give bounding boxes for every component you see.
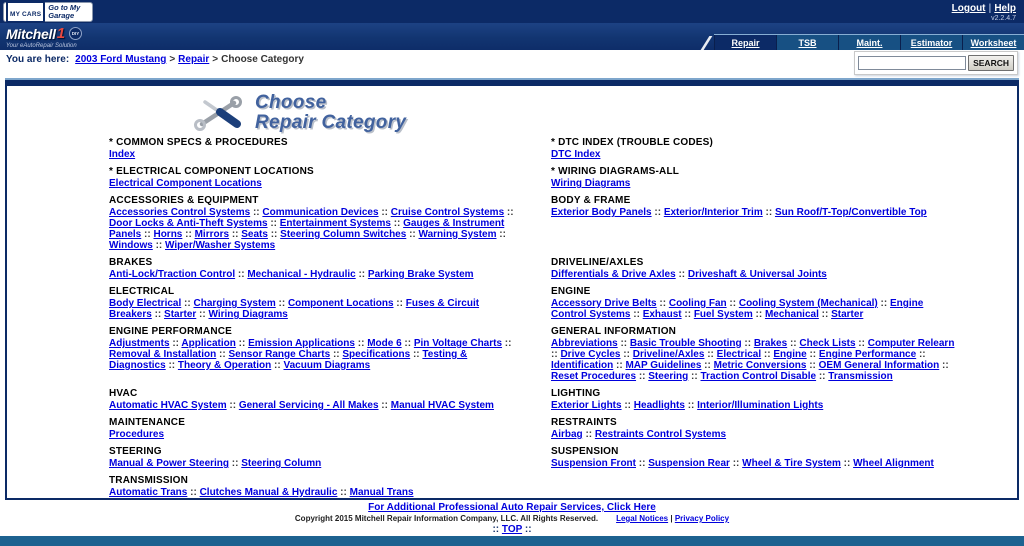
- tab-worksheet[interactable]: [962, 35, 1024, 50]
- license-plate-icon: [6, 1, 45, 23]
- category-section-left-9: [109, 475, 519, 498]
- category-link[interactable]: Headlights: [633, 400, 685, 411]
- category-section-right-5: [551, 326, 961, 382]
- license-plate-text: MY CARS: [10, 11, 42, 18]
- category-link[interactable]: Door Locks & Anti-Theft Systems: [109, 218, 268, 229]
- category-section-right-7: [551, 417, 961, 440]
- category-heading: SUSPENSION: [551, 446, 619, 457]
- top-decor: ::: [524, 524, 532, 535]
- link-separator: ::: [378, 400, 391, 411]
- link-separator: ::: [378, 207, 391, 218]
- category-link[interactable]: Wheel & Tire System: [742, 458, 841, 469]
- link-separator: ::: [235, 338, 249, 349]
- tab-label: TSB: [798, 37, 817, 48]
- category-links: [551, 207, 961, 218]
- category-link[interactable]: Engine: [773, 349, 807, 360]
- top-decor: ::: [492, 524, 500, 535]
- link-separator: ::: [267, 218, 280, 229]
- category-heading: HVAC: [109, 388, 138, 399]
- category-link[interactable]: Driveline/Axles: [632, 349, 705, 360]
- help-link[interactable]: Help: [994, 3, 1016, 14]
- breadcrumb-section-link[interactable]: Repair: [178, 54, 210, 65]
- link-separator: ::: [701, 360, 714, 371]
- link-separator: ::: [229, 229, 242, 240]
- category-link[interactable]: Vacuum Diagrams: [283, 360, 371, 371]
- category-link[interactable]: Exterior Lights: [551, 400, 622, 411]
- link-separator: ::: [187, 487, 200, 498]
- link-separator: ::: [681, 309, 694, 320]
- link-separator: ::: [406, 229, 419, 240]
- link-separator: ::: [354, 338, 368, 349]
- category-link[interactable]: Steering Column Switches: [280, 229, 407, 240]
- link-separator: ::: [169, 338, 182, 349]
- copyright-line: [0, 514, 1024, 523]
- category-links: [551, 149, 961, 160]
- link-separator: ::: [275, 298, 288, 309]
- category-link[interactable]: Identification: [551, 360, 614, 371]
- link-separator: ::: [688, 371, 701, 382]
- category-links: [109, 269, 519, 280]
- category-links: [551, 429, 961, 440]
- privacy-policy-link[interactable]: Privacy Policy: [674, 514, 730, 523]
- link-separator: ::: [267, 229, 281, 240]
- category-link[interactable]: Gauges & Instrument Panels: [109, 218, 505, 240]
- tab-estimator[interactable]: [900, 35, 962, 50]
- top-line: [0, 524, 1024, 535]
- link-divider: |: [988, 3, 992, 14]
- category-link[interactable]: Drive Cycles: [560, 349, 621, 360]
- category-link[interactable]: Wheel Alignment: [853, 458, 934, 469]
- link-separator: ::: [675, 269, 688, 280]
- link-separator: ::: [504, 207, 514, 218]
- category-link[interactable]: Manual & Power Steering: [109, 458, 230, 469]
- brand-one: 1: [56, 25, 66, 42]
- category-link[interactable]: Steering: [648, 371, 689, 382]
- category-link[interactable]: Sensor Range Charts: [228, 349, 331, 360]
- category-heading: TRANSMISSION: [109, 475, 189, 486]
- tab-tsb[interactable]: [776, 35, 838, 50]
- category-section-left-8: [109, 446, 519, 469]
- category-link[interactable]: Engine Performance: [818, 349, 917, 360]
- category-links: [109, 487, 519, 498]
- link-separator: ::: [939, 360, 949, 371]
- category-links: [109, 178, 519, 189]
- category-link[interactable]: Traction Control Disable: [700, 371, 817, 382]
- category-link[interactable]: Exterior/Interior Trim: [663, 207, 763, 218]
- link-separator: ::: [390, 218, 404, 229]
- category-link[interactable]: Mirrors: [194, 229, 230, 240]
- category-link[interactable]: Specifications: [342, 349, 411, 360]
- link-separator: ::: [656, 298, 669, 309]
- bottom-strip: [0, 536, 1024, 546]
- link-separator: ::: [141, 229, 154, 240]
- category-section-left-6: [109, 388, 519, 411]
- footer: [0, 500, 1024, 536]
- category-section-left-2: [109, 195, 519, 251]
- category-link[interactable]: Reset Procedures: [551, 371, 637, 382]
- link-separator: ::: [181, 298, 194, 309]
- category-link[interactable]: Airbag: [551, 429, 583, 440]
- category-heading: LIGHTING: [551, 388, 601, 399]
- tab-label: Worksheet: [970, 37, 1017, 48]
- category-heading: * DTC INDEX (TROUBLE CODES): [551, 137, 714, 148]
- link-separator: ::: [726, 298, 739, 309]
- link-separator: ::: [401, 338, 414, 349]
- category-link[interactable]: Electrical: [716, 349, 762, 360]
- category-link[interactable]: Fuses & Circuit Breakers: [109, 298, 480, 320]
- link-separator: ::: [621, 400, 634, 411]
- breadcrumb-separator: >: [169, 54, 176, 65]
- category-link[interactable]: Manual Trans: [349, 487, 414, 498]
- search-input[interactable]: [858, 56, 966, 70]
- category-link[interactable]: Theory & Operation: [177, 360, 272, 371]
- category-heading: STEERING: [109, 446, 162, 457]
- search-panel: [854, 51, 1018, 75]
- category-link[interactable]: OEM General Information: [818, 360, 940, 371]
- category-link[interactable]: Exhaust: [642, 309, 682, 320]
- tab-maint[interactable]: [838, 35, 900, 50]
- category-heading: ENGINE: [551, 286, 591, 297]
- category-link[interactable]: Adjustments: [109, 338, 170, 349]
- category-link[interactable]: Automatic Trans: [109, 487, 188, 498]
- category-link[interactable]: Body Electrical: [109, 298, 182, 309]
- category-heading: * COMMON SPECS & PROCEDURES: [109, 137, 288, 148]
- category-section-right-0: [551, 137, 961, 160]
- category-section-left-5: [109, 326, 519, 382]
- link-separator: ::: [617, 338, 630, 349]
- category-link[interactable]: Removal & Installation: [109, 349, 217, 360]
- category-links: [109, 149, 519, 160]
- link-separator: ::: [704, 349, 717, 360]
- category-link[interactable]: Clutches Manual & Hydraulic: [199, 487, 338, 498]
- link-separator: ::: [250, 207, 263, 218]
- category-link[interactable]: Basic Trouble Shooting: [629, 338, 742, 349]
- category-link[interactable]: Procedures: [109, 429, 165, 440]
- category-link[interactable]: Cooling System (Mechanical): [738, 298, 878, 309]
- copyright-text: Copyright 2015 Mitchell Repair Information Company, LLC. All Rights Reserved.: [294, 514, 599, 523]
- category-link[interactable]: Charging System: [193, 298, 276, 309]
- breadcrumb-vehicle-link[interactable]: 2003 Ford Mustang: [75, 54, 167, 65]
- link-separator: ::: [582, 429, 595, 440]
- link-separator: ::: [613, 360, 626, 371]
- breadcrumb-current: Choose Category: [221, 54, 304, 65]
- page-title: [255, 93, 406, 133]
- link-separator: ::: [355, 269, 368, 280]
- category-link[interactable]: Abbreviations: [551, 338, 618, 349]
- category-link[interactable]: Starter: [164, 309, 197, 320]
- tab-bar: [714, 34, 1024, 50]
- category-link[interactable]: Emission Applications: [248, 338, 355, 349]
- link-separator: ::: [196, 309, 209, 320]
- category-heading: GENERAL INFORMATION: [551, 326, 677, 337]
- category-link[interactable]: Interior/Illumination Lights: [697, 400, 824, 411]
- top-link[interactable]: TOP: [501, 524, 523, 535]
- category-link[interactable]: Horns: [153, 229, 183, 240]
- category-link[interactable]: Wiring Diagrams: [208, 309, 288, 320]
- category-heading: BRAKES: [109, 257, 153, 268]
- category-heading: ENGINE PERFORMANCE: [109, 326, 233, 337]
- category-link[interactable]: Wiper/Washer Systems: [165, 240, 276, 251]
- link-separator: ::: [216, 349, 229, 360]
- breadcrumb-row: [0, 50, 1024, 78]
- category-links: [109, 458, 519, 469]
- category-link[interactable]: Testing & Diagnostics: [109, 349, 468, 371]
- session-links: [952, 3, 1016, 22]
- tab-repair[interactable]: [714, 35, 776, 50]
- category-link[interactable]: Electrical Component Locations: [109, 178, 262, 189]
- category-section-left-4: [109, 286, 519, 320]
- link-separator: ::: [840, 458, 854, 469]
- category-link[interactable]: Suspension Front: [551, 458, 636, 469]
- category-link[interactable]: Sun Roof/T-Top/Convertible Top: [774, 207, 927, 218]
- category-section-right-1: [551, 166, 961, 189]
- category-links: [551, 269, 961, 280]
- category-link[interactable]: Mechanical: [764, 309, 819, 320]
- category-link[interactable]: Pin Voltage Charts: [413, 338, 503, 349]
- repair-tools-icon: [193, 93, 245, 133]
- tab-label: Estimator: [910, 37, 953, 48]
- category-link[interactable]: Mode 6: [367, 338, 402, 349]
- link-separator: ::: [762, 207, 775, 218]
- link-separator: ::: [752, 309, 765, 320]
- link-separator: ::: [151, 309, 165, 320]
- link-separator: ::: [636, 371, 649, 382]
- category-link[interactable]: Communication Devices: [262, 207, 379, 218]
- link-separator: ::: [152, 240, 166, 251]
- logout-link[interactable]: Logout: [951, 3, 986, 14]
- category-link[interactable]: Metric Conversions: [713, 360, 807, 371]
- link-separator: ::: [229, 458, 242, 469]
- category-link[interactable]: Entertainment Systems: [279, 218, 391, 229]
- category-link[interactable]: Cooling Fan: [668, 298, 727, 309]
- link-separator: ::: [916, 349, 926, 360]
- title-block: [193, 93, 1017, 133]
- tab-label: Repair: [731, 37, 760, 48]
- category-link[interactable]: Computer Relearn: [867, 338, 955, 349]
- category-link[interactable]: Warning System: [418, 229, 497, 240]
- category-link[interactable]: Accessory Drive Belts: [551, 298, 657, 309]
- category-heading: ELECTRICAL: [109, 286, 175, 297]
- category-link[interactable]: Windows: [109, 240, 153, 251]
- brand-tagline: Your eAutoRepair Solution: [6, 43, 77, 49]
- category-link[interactable]: Index: [109, 149, 136, 160]
- link-separator: ::: [651, 207, 664, 218]
- category-links: [109, 400, 519, 411]
- category-link[interactable]: Automatic HVAC System: [109, 400, 227, 411]
- category-heading: ACCESSORIES & EQUIPMENT: [109, 195, 259, 206]
- category-grid: [109, 137, 961, 498]
- category-heading: MAINTENANCE: [109, 417, 186, 428]
- footer-link-divider: |: [670, 514, 673, 523]
- link-separator: ::: [855, 338, 868, 349]
- link-separator: ::: [271, 360, 284, 371]
- tab-label: Maint.: [856, 37, 883, 48]
- page-title-line1: Choose: [255, 92, 327, 113]
- category-link[interactable]: Suspension Rear: [648, 458, 730, 469]
- category-link[interactable]: Transmission: [828, 371, 893, 382]
- tab-area: [686, 34, 1024, 50]
- category-section-right-4: [551, 286, 961, 320]
- category-heading: * WIRING DIAGRAMS-ALL: [551, 166, 680, 177]
- category-link[interactable]: MAP Guidelines: [625, 360, 702, 371]
- category-heading: BODY & FRAME: [551, 195, 631, 206]
- link-separator: ::: [337, 487, 350, 498]
- link-separator: ::: [818, 309, 832, 320]
- category-link[interactable]: Fuel System: [693, 309, 753, 320]
- category-section-left-3: [109, 257, 519, 280]
- link-separator: ::: [729, 458, 743, 469]
- link-separator: ::: [816, 371, 829, 382]
- additional-services-link[interactable]: For Additional Professional Auto Repair Services, Click Here: [368, 502, 656, 513]
- tab-diagonal-stripe: [682, 36, 713, 50]
- link-separator: ::: [787, 338, 800, 349]
- mitchell1-logo: [6, 25, 82, 49]
- category-link[interactable]: Engine Control Systems: [551, 298, 924, 320]
- link-separator: ::: [393, 298, 406, 309]
- category-link[interactable]: Application: [181, 338, 236, 349]
- link-separator: ::: [684, 400, 698, 411]
- category-link[interactable]: DTC Index: [551, 149, 601, 160]
- category-section-right-2: [551, 195, 961, 251]
- top-bar: [0, 0, 1024, 23]
- link-separator: ::: [741, 338, 754, 349]
- link-separator: ::: [330, 349, 343, 360]
- garage-button-label: Go to My Garage: [48, 3, 81, 20]
- page-title-line2: Repair Category: [255, 112, 407, 133]
- category-section-left-7: [109, 417, 519, 440]
- category-section-right-3: [551, 257, 961, 280]
- category-link[interactable]: Restraints Control Systems: [594, 429, 727, 440]
- category-link[interactable]: Wiring Diagrams: [551, 178, 631, 189]
- link-separator: ::: [182, 229, 195, 240]
- category-heading: * ELECTRICAL COMPONENT LOCATIONS: [109, 166, 314, 177]
- category-link[interactable]: Brakes: [753, 338, 788, 349]
- category-links: [551, 338, 961, 382]
- category-heading: DRIVELINE/AXLES: [551, 257, 644, 268]
- category-links: [551, 298, 961, 320]
- link-separator: ::: [630, 309, 643, 320]
- category-link[interactable]: Manual HVAC System: [390, 400, 494, 411]
- category-link[interactable]: Exterior Body Panels: [551, 207, 652, 218]
- category-links: [109, 338, 519, 371]
- category-link[interactable]: Steering Column: [241, 458, 322, 469]
- category-section-left-0: [109, 137, 519, 160]
- version-label: v2.2.4.7: [991, 15, 1016, 22]
- link-separator: ::: [877, 298, 890, 309]
- search-button[interactable]: SEARCH: [968, 55, 1014, 71]
- category-section-left-1: [109, 166, 519, 189]
- category-links: [551, 400, 961, 411]
- category-link[interactable]: Differentials & Drive Axles: [551, 269, 676, 280]
- category-link[interactable]: Component Locations: [287, 298, 394, 309]
- category-link[interactable]: Accessories Control Systems: [109, 207, 251, 218]
- category-link[interactable]: Cruise Control Systems: [390, 207, 505, 218]
- link-separator: ::: [636, 458, 649, 469]
- link-separator: ::: [410, 349, 423, 360]
- link-separator: ::: [761, 349, 774, 360]
- main-content-frame: [5, 80, 1019, 500]
- category-link[interactable]: Anti-Lock/Traction Control: [109, 269, 236, 280]
- link-separator: ::: [620, 349, 633, 360]
- diy-badge-icon: DIY: [69, 27, 82, 40]
- link-separator: ::: [806, 360, 819, 371]
- category-links: [109, 429, 519, 440]
- category-links: [109, 207, 519, 251]
- category-link[interactable]: Seats: [241, 229, 268, 240]
- category-link[interactable]: Starter: [831, 309, 864, 320]
- link-separator: ::: [806, 349, 819, 360]
- link-separator: ::: [502, 338, 512, 349]
- category-heading: RESTRAINTS: [551, 417, 617, 428]
- link-separator: ::: [235, 269, 248, 280]
- go-to-my-garage-button[interactable]: [3, 2, 93, 22]
- category-link[interactable]: Parking Brake System: [367, 269, 474, 280]
- category-link[interactable]: General Servicing - All Makes: [238, 400, 379, 411]
- category-section-right-6: [551, 388, 961, 411]
- brand-name: Mitchell: [6, 25, 56, 42]
- link-separator: ::: [165, 360, 178, 371]
- link-separator: ::: [496, 229, 506, 240]
- category-link[interactable]: Mechanical - Hydraulic: [247, 269, 356, 280]
- category-links: [109, 298, 519, 320]
- category-section-right-9: [551, 475, 961, 498]
- category-link[interactable]: Driveshaft & Universal Joints: [687, 269, 827, 280]
- link-separator: ::: [226, 400, 239, 411]
- category-links: [551, 178, 961, 189]
- category-link[interactable]: Check Lists: [799, 338, 856, 349]
- breadcrumb-separator: >: [212, 54, 219, 65]
- legal-notices-link[interactable]: Legal Notices: [616, 514, 669, 523]
- category-links: [551, 458, 961, 469]
- link-separator: ::: [551, 349, 561, 360]
- breadcrumb-prefix: You are here:: [6, 54, 70, 65]
- category-section-right-8: [551, 446, 961, 469]
- brand-band: [0, 23, 1024, 50]
